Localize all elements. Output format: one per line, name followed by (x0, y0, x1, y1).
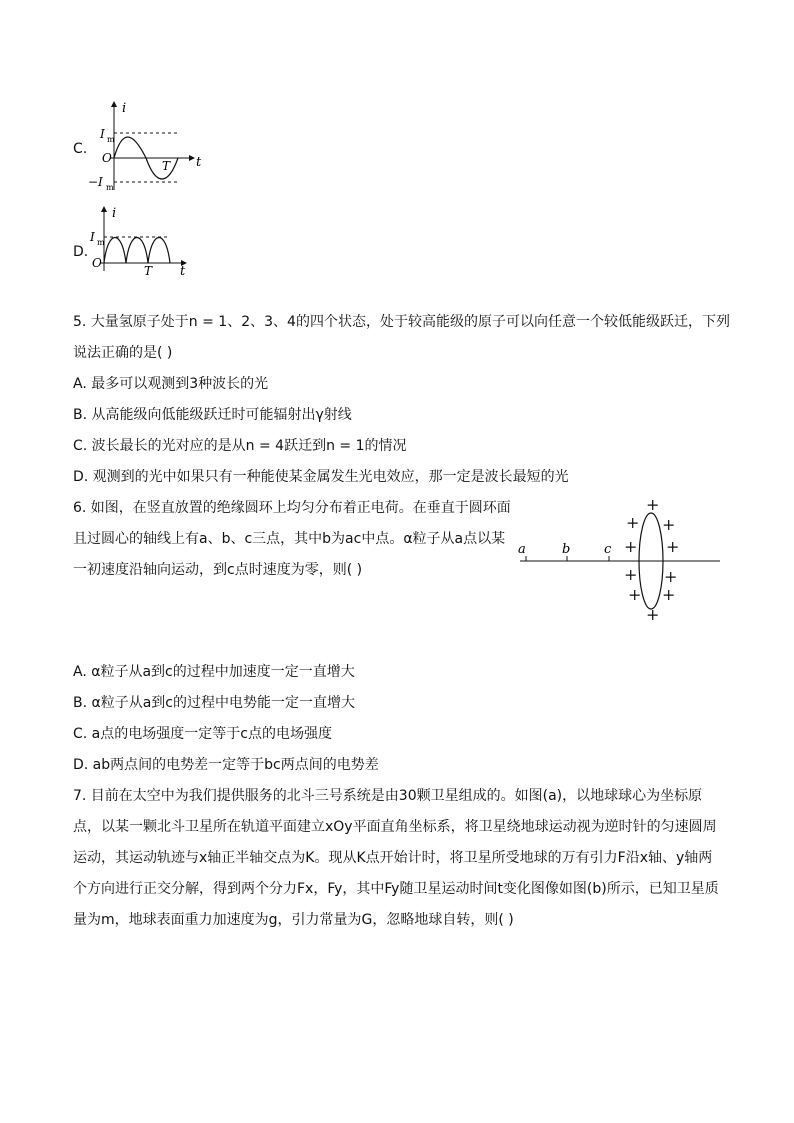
svg-text:+: + (662, 585, 676, 604)
svg-text:+: + (664, 567, 678, 586)
q6-stem-line1: 6. 如图，在竖直放置的绝缘圆环上均匀分布着正电荷。在垂直于圆环面 (73, 500, 511, 516)
svg-text:+: + (666, 537, 680, 556)
option-c-graph (86, 98, 216, 198)
svg-text:m: m (107, 135, 115, 144)
t-axis-label: t (196, 155, 202, 170)
origin-label: O (102, 151, 112, 165)
neg-im-label: −I (88, 175, 103, 189)
q5-option-d: D. 观测到的光中如果只有一种能使某金属发生光电效应，那一定是波长最短的光 (73, 469, 569, 485)
q7-line2: 点，以某一颗北斗卫星所在轨道平面建立xOy平面直角坐标系，将卫星绕地球运动视为逆时针的匀速圆周 (73, 819, 717, 835)
q7-line3: 运动，其运动轨迹与x轴正半轴交点为K。现从K点开始计时，将卫星所受地球的万有引力F沿x轴、y轴两 (73, 850, 713, 866)
q5-option-c: C. 波长最长的光对应的是从n = 4跃迁到n = 1的情况 (73, 438, 407, 454)
q5-option-a: A. 最多可以观测到3种波长的光 (73, 376, 269, 392)
svg-text:O: O (92, 256, 102, 270)
svg-text:m: m (106, 183, 114, 192)
svg-text:+: + (646, 495, 660, 514)
q5-option-b: B. 从高能级向低能级跃迁时可能辐射出γ射线 (73, 407, 352, 423)
positive-charges (624, 495, 679, 624)
point-c-label: c (604, 542, 612, 557)
q6-option-c: C. a点的电场强度一定等于c点的电场强度 (73, 726, 332, 742)
svg-text:i: i (112, 206, 117, 221)
i-axis-label: i (122, 101, 127, 116)
svg-text:m: m (97, 238, 105, 247)
svg-text:+: + (626, 513, 640, 532)
svg-text:+: + (628, 585, 642, 604)
im-label: I (100, 127, 105, 141)
svg-text:+: + (646, 605, 660, 624)
q7-line4: 个方向进行正交分解，得到两个分力Fx，Fy，其中Fy随卫星运动时间t变化图像如图(b)所示，已知卫星质 (73, 881, 719, 897)
q6-option-d: D. ab两点间的电势差一定等于bc两点间的电势差 (73, 757, 379, 773)
svg-text:+: + (624, 537, 638, 556)
point-a-label: a (518, 542, 526, 557)
q5-stem-line1: 5. 大量氢原子处于n = 1、2、3、4的四个状态，处于较高能级的原子可以向任意一个较低能级跃迁，下列 (73, 314, 730, 330)
q6-ring-figure (512, 494, 724, 626)
q6-option-a: A. α粒子从a到c的过程中加速度一定一直增大 (73, 664, 355, 680)
q7-line5: 量为m，地球表面重力加速度为g，引力常量为G，忽略地球自转，则( ) (73, 912, 514, 928)
svg-text:+: + (624, 565, 638, 584)
svg-text:t: t (180, 264, 186, 279)
q6-option-b: B. α粒子从a到c的过程中电势能一定一直增大 (73, 695, 356, 711)
svg-text:T: T (144, 264, 153, 278)
option-d-graph (86, 205, 196, 280)
period-label: T (162, 159, 171, 173)
q6-stem-line2: 且过圆心的轴线上有a、b、c三点，其中b为ac中点。α粒子从a点以某 (73, 531, 506, 547)
q6-stem-line3: 一初速度沿轴向运动，到c点时速度为零，则( ) (73, 562, 363, 578)
svg-text:I: I (90, 230, 95, 244)
option-c-label: C. (73, 141, 88, 157)
option-d-label: D. (73, 244, 89, 260)
point-b-label: b (562, 542, 571, 557)
q7-line1: 7. 目前在太空中为我们提供服务的北斗三号系统是由30颗卫星组成的。如图(a)，以地球球心为坐标原 (73, 788, 703, 804)
svg-text:+: + (662, 515, 676, 534)
q5-stem-line2: 说法正确的是( ) (73, 345, 173, 361)
